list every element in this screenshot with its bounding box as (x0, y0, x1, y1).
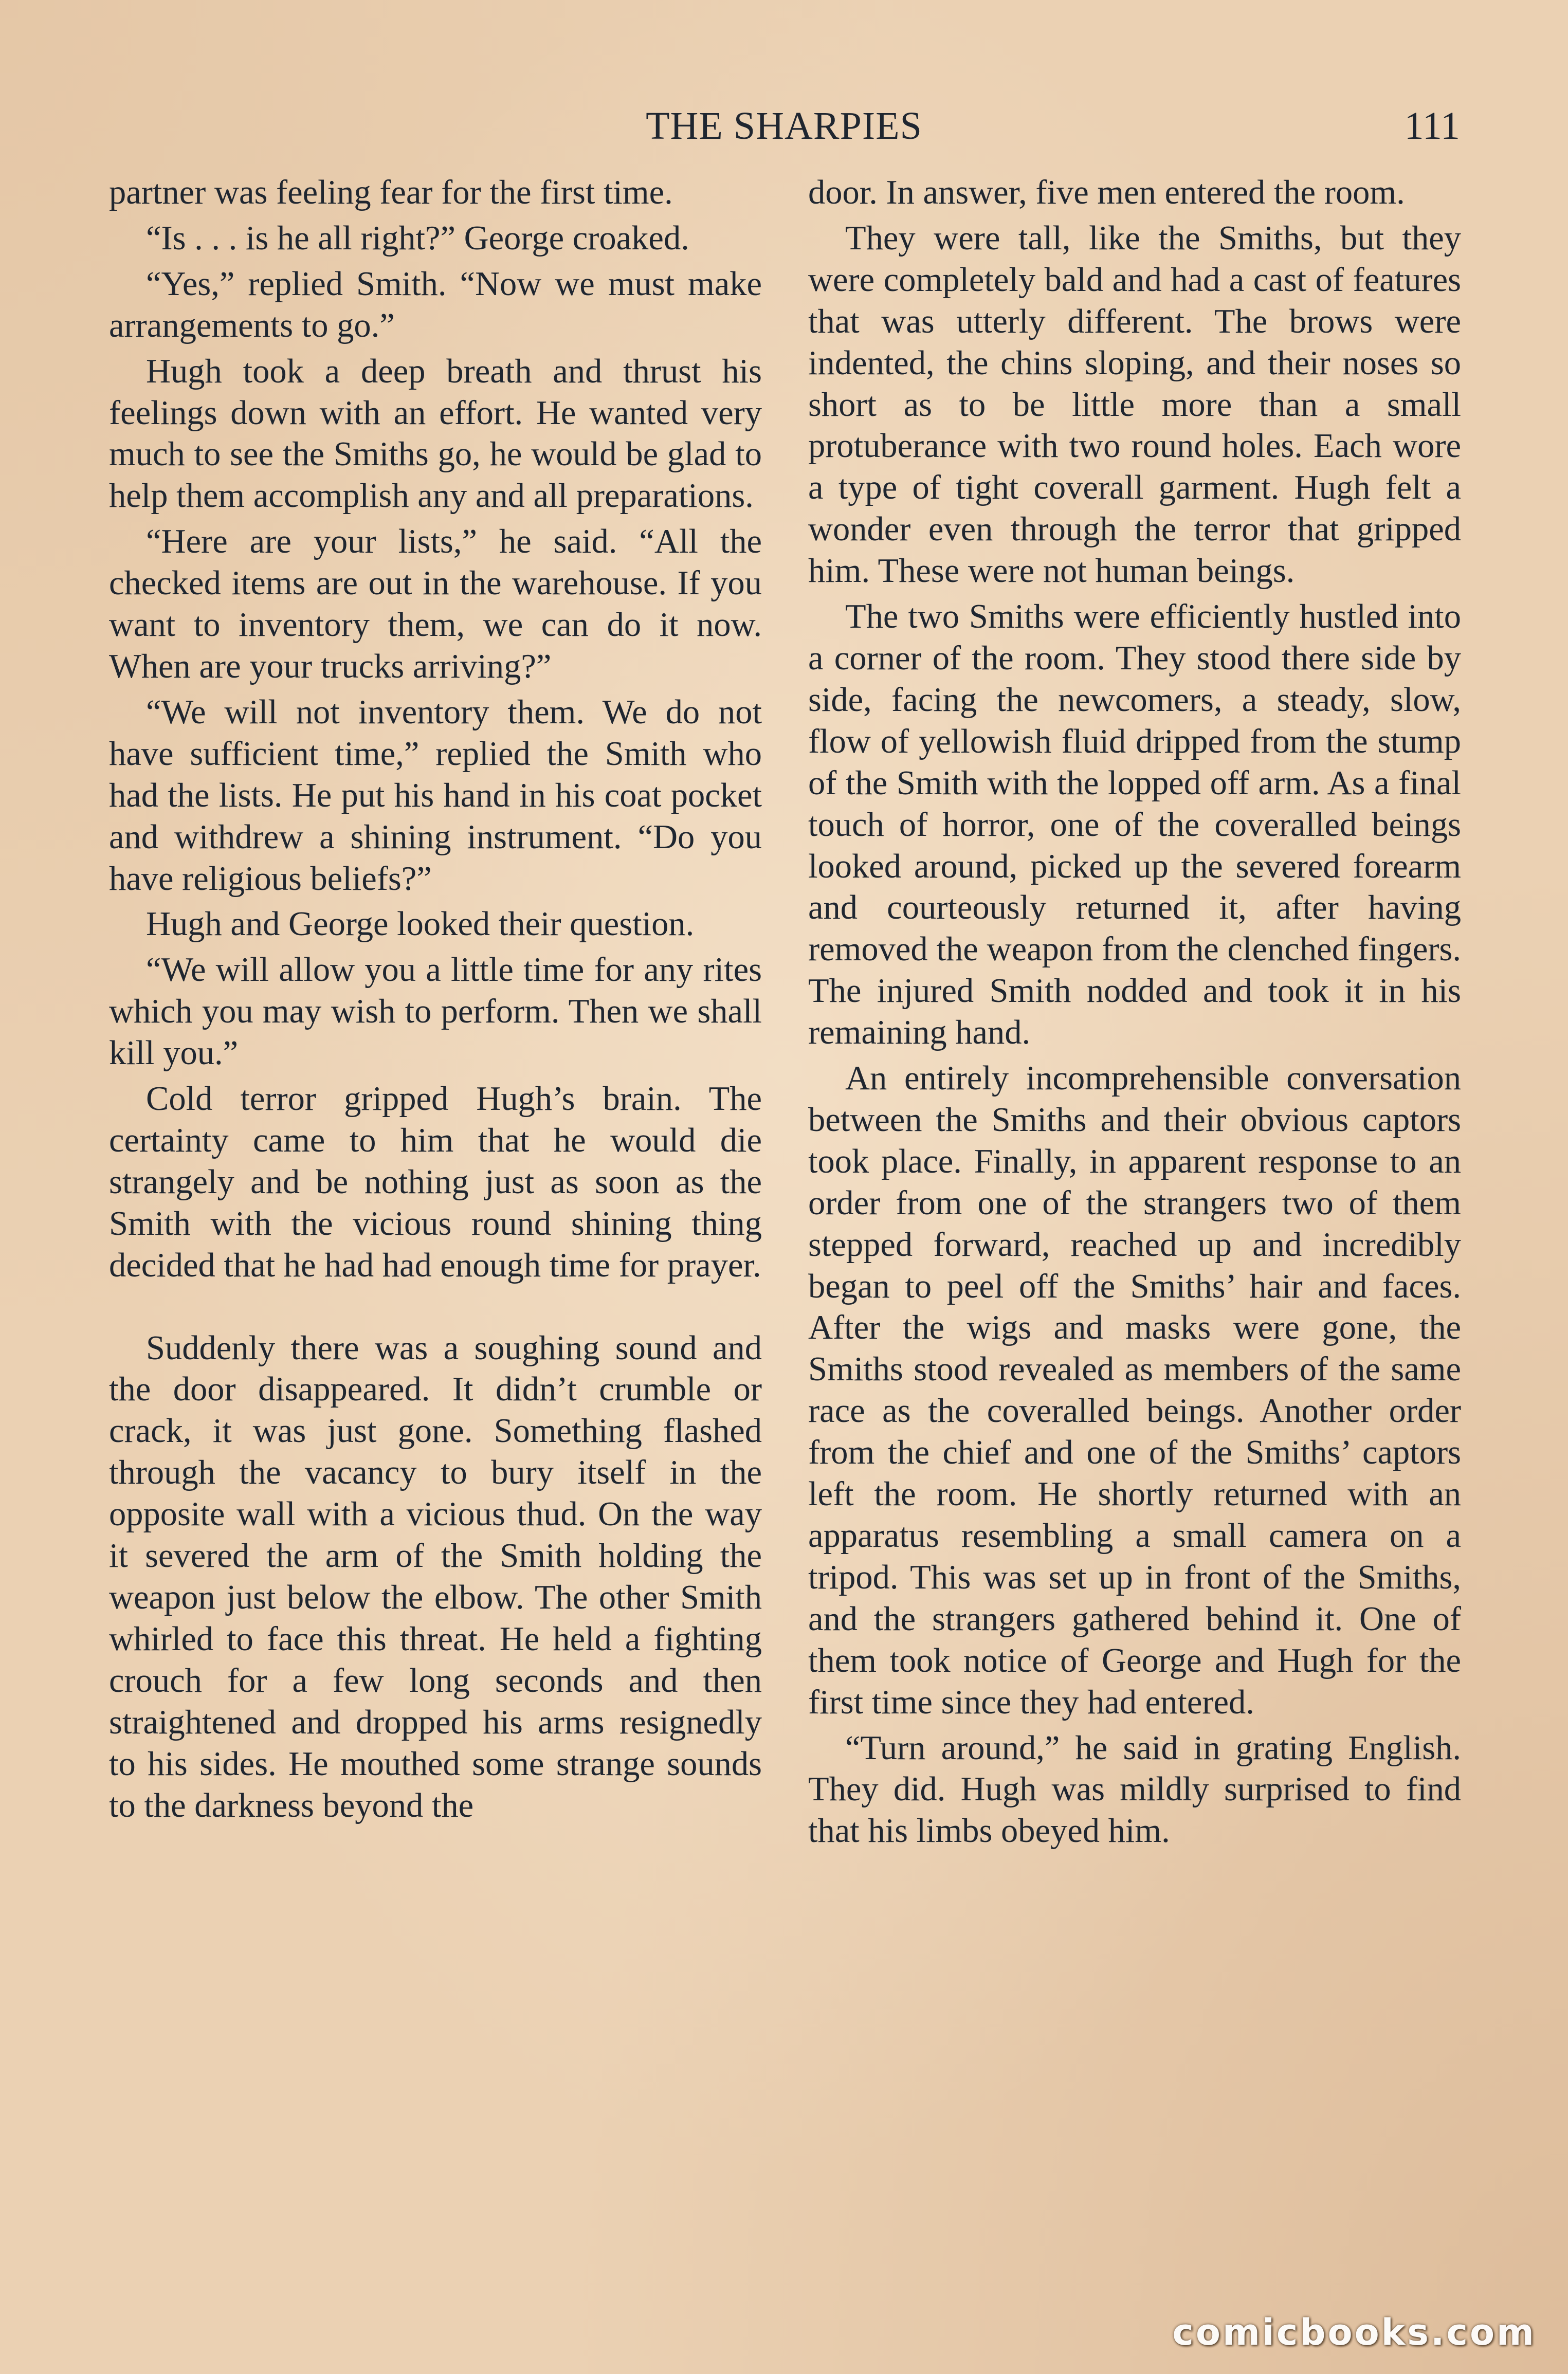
site-watermark: comicbooks.com (1172, 2311, 1536, 2353)
page-number: 111 (1404, 104, 1460, 148)
right-column (808, 172, 1461, 1856)
paragraph: “Yes,” replied Smith. “Now we must make arrangements to go.” (109, 265, 762, 344)
paragraph: Hugh took a deep breath and thrust his feelings down with an effort. He wanted very much to see the Smiths go, he would be glad to help them accomplish any and all preparations. (109, 352, 762, 515)
running-header (108, 103, 1460, 149)
paragraph: They were tall, like the Smiths, but they were completely bald and had a cast of features that was utterly different. The brows were indented, the chins sloping, and their noses so short as to be little more than a small protuberance with two round holes. Each wore a type of tight coverall garment. Hugh felt a wonder even through the terror that gripped him. These were not human beings. (808, 219, 1461, 590)
paragraph: Suddenly there was a soughing sound and the door disappeared. It didn’t crumble or crack, it was just gone. Something flashed through the vacancy to bury itself in the opposite wall with a vicious thud. On the way it severed the arm of the Smith holding the weapon just below the elbow. The other Smith whirled to face this threat. He held a fighting crouch for a few long seconds and then straightened and dropped his arms resignedly to his sides. He mouthed some strange sounds to the darkness beyond the (109, 1329, 762, 1824)
paragraph: partner was feeling fear for the first time. (109, 174, 673, 211)
paragraph: “We will not inventory them. We do not have sufficient time,” replied the Smith who had the lists. He put his hand in his coat pocket and withdrew a shining instrument. “Do you have religious beliefs?” (109, 693, 762, 898)
paragraph: “Here are your lists,” he said. “All the checked items are out in the warehouse. If you want to inventory them, we can do it now. When are your trucks arriving?” (109, 523, 762, 685)
running-title: THE SHARPIES (646, 104, 922, 148)
paragraph: The two Smiths were efficiently hustled into a corner of the room. They stood there side by side, facing the newcomers, a steady, slow, flow of yellowish fluid dripped from the stump of the Smith with the lopped off arm. As a final touch of horror, one of the coveralled beings looked around, picked up the severed forearm and courteously returned it, after having removed the weapon from the clenched fingers. The injured Smith nodded and took it in his remaining hand. (808, 598, 1461, 1052)
left-column (109, 172, 762, 1831)
paragraph: door. In answer, five men entered the room. (808, 174, 1405, 211)
paragraph: Cold terror gripped Hugh’s brain. The certainty came to him that he would die strangely and be nothing just as soon as the Smith with the vicious round shining thing decided that he had had enough time for prayer. (109, 1080, 762, 1284)
paragraph: “Is . . . is he all right?” George croaked. (146, 219, 689, 257)
paragraph: An entirely incomprehensible conversation between the Smiths and their obvious captors took place. Finally, in apparent response to an order from one of the strangers two of them stepped forward, reached up and incredibly began to peel off the Smiths’ hair and faces. After the wigs and masks were gone, the Smiths stood revealed as members of the same race as the coveralled beings. Another order from the chief and one of the Smiths’ captors left the room. He shortly returned with an apparatus resembling a small camera on a tripod. This was set up in front of the Smiths, and the strangers gathered behind it. One of them took notice of George and Hugh for the first time since they had entered. (808, 1060, 1461, 1721)
paragraph: “Turn around,” he said in grating English. They did. Hugh was mildly surprised to find that his limbs obeyed him. (808, 1729, 1461, 1850)
paragraph: Hugh and George looked their question. (146, 905, 695, 943)
paragraph: “We will allow you a little time for any rites which you may wish to perform. Then we shall kill you.” (109, 951, 762, 1072)
